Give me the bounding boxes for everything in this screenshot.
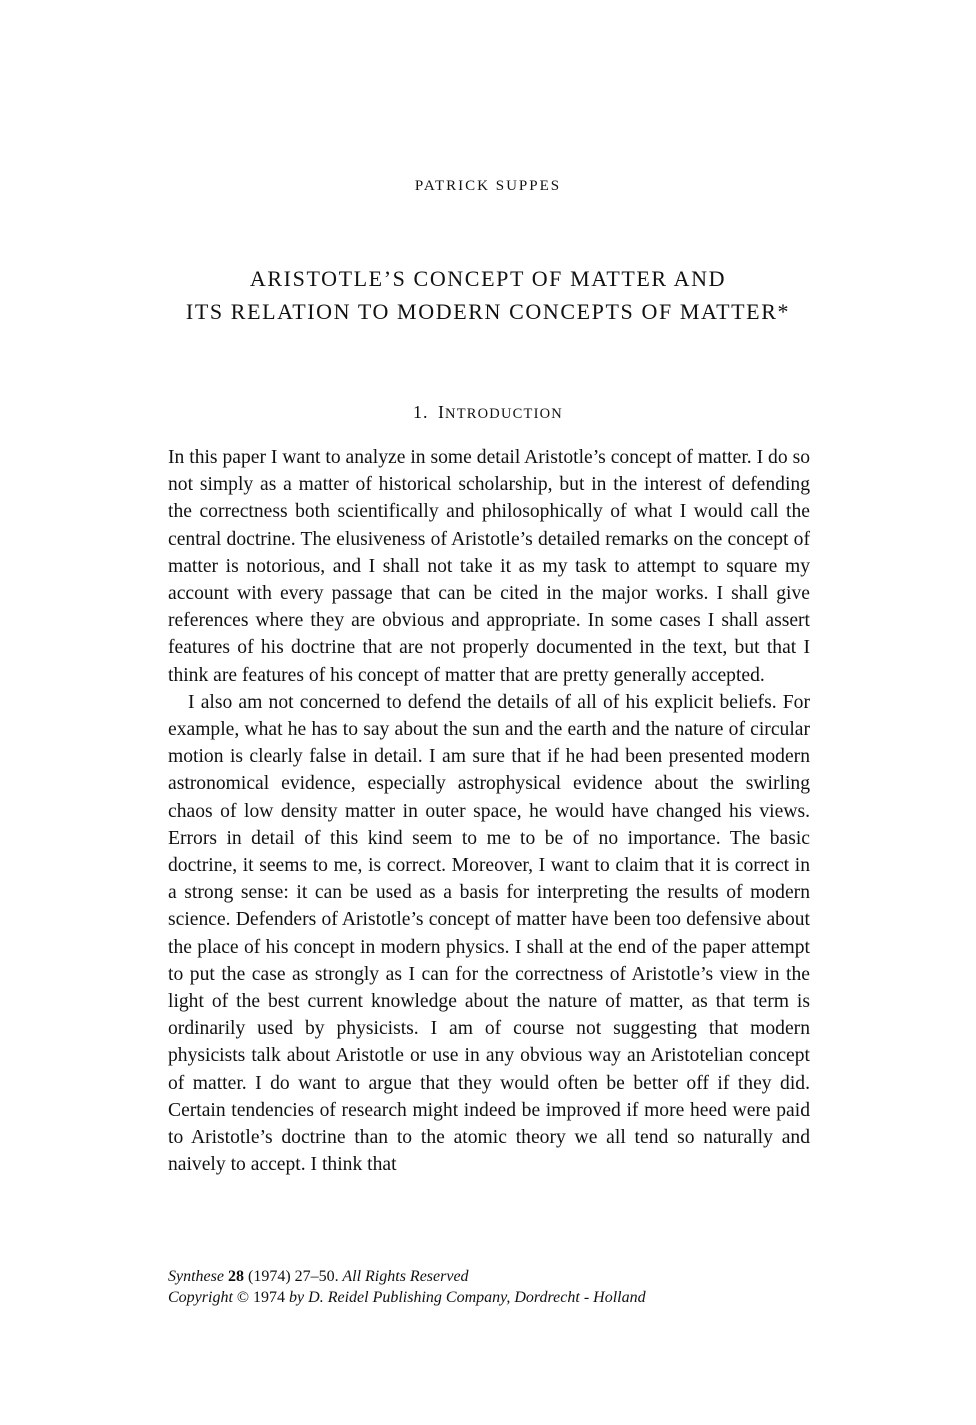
section-heading-rest: NTRODUCTION — [445, 406, 563, 422]
paragraph: I also am not concerned to defend the details of all of his explicit beliefs. For example, what he has to say about the sun and the earth and the nature of circular motion is clearly false in detail. I am sure that if he had been presented modern astronomical evidence, especially astrophysical evidence about the swirling chaos of low density matter in outer space, he would have changed his views. Errors in detail of this kind seem to me to be of no importance. The basic doctrine, it seems to me, is correct. Moreover, I want to claim that it is correct in a strong sense: it can be used as a basis for interpreting the results of modern science. Defenders of Aristotle’s concept of matter have been too defensive about the place of his concept in modern physics. I shall at the end of the paper attempt to put the case as strongly as I can for the correctness of Aristotle’s view in the light of the best current knowledge about the nature of matter, as that term is ordinarily used by physicists. I am of course not suggesting that modern physicists talk about Aristotle or use in any obvious way an Aristotelian concept of matter. I do want to argue that they would often be better off if they did. Certain tendencies of research might indeed be improved if more heed were paid to Aristotle’s doctrine than to the atomic theory we all tend so naturally and naively to accept. I think that — [168, 691, 810, 1176]
paper-title — [0, 262, 976, 328]
body-text — [168, 444, 810, 1178]
copyright-word: Copyright — [168, 1289, 233, 1306]
section-number: 1. — [413, 402, 429, 422]
paragraph: In this paper I want to analyze in some detail Aristotle’s concept of matter. I do so not simply as a matter of historical scholarship, but in the interest of defending the correctness both scientifically and philosophically of what I would call the central doctrine. The elusiveness of Aristotle’s detailed remarks on the concept of matter is notorious, and I shall not take it as my task to attempt to square my account with every passage that can be cited in the major works. I shall give references where they are obvious and appropriate. In some cases I shall assert features of his doctrine that are not properly documented in the text, but that I think are features of his concept of matter that are pretty generally accepted. — [168, 447, 810, 686]
author-name: PATRICK SUPPES — [414, 178, 562, 194]
publisher: by D. Reidel Publishing Company, Dordrecht - Holland — [289, 1289, 646, 1306]
copyright-year: 1974 — [253, 1289, 286, 1306]
journal-name: Synthese — [168, 1268, 224, 1285]
rights-notice: All Rights Reserved — [342, 1268, 469, 1285]
footer-line-2 — [168, 1287, 868, 1308]
copyright-symbol: © — [236, 1289, 250, 1306]
title-line-1: ARISTOTLE’S CONCEPT OF MATTER AND — [249, 266, 727, 291]
section-heading-initial: I — [438, 402, 446, 422]
section-heading — [0, 402, 976, 423]
footer-line-1 — [168, 1266, 868, 1287]
journal-volume: 28 — [227, 1268, 244, 1285]
journal-year-pages: (1974) 27–50. — [247, 1268, 339, 1285]
footer-citation — [168, 1266, 868, 1308]
title-line-2: ITS RELATION TO MODERN CONCEPTS OF MATTER* — [185, 299, 791, 324]
